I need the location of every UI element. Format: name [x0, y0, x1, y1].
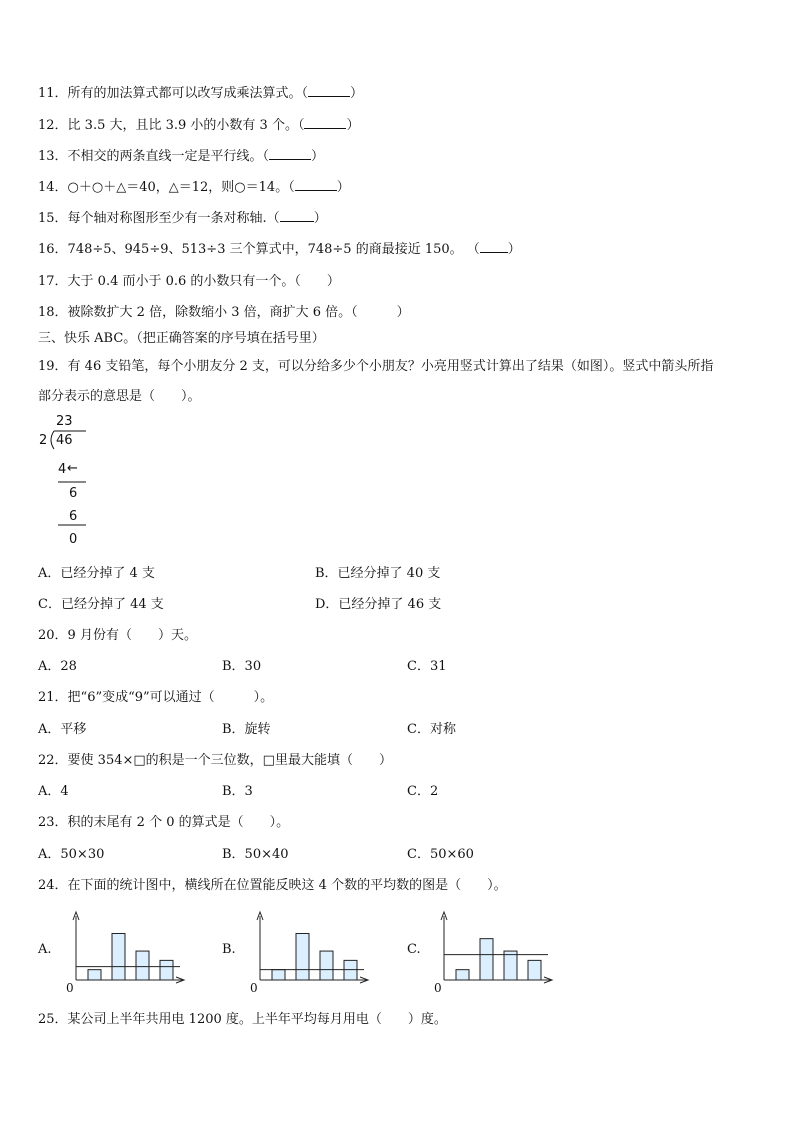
- question-17: 17．大于 0.4 而小于 0.6 的小数只有一个。（ ）: [38, 274, 340, 289]
- origin-label: 0: [250, 981, 258, 994]
- question-text: 14．○＋○＋△＝40，△＝12，则○＝14。（: [38, 180, 295, 195]
- bar-chart-a[interactable]: [64, 908, 194, 994]
- question-text-end: ）: [350, 86, 364, 101]
- question-23: 23．积的末尾有 2 个 0 的算式是（ ）。: [38, 815, 290, 830]
- chart-bar: [136, 951, 149, 980]
- q24-option-b[interactable]: B.: [222, 942, 236, 957]
- origin-label: 0: [66, 981, 74, 994]
- question-20: 20．9 月份有（ ）天。: [38, 628, 197, 643]
- chart-bar: [320, 951, 333, 980]
- origin-label: 0: [434, 981, 442, 994]
- question-14: [38, 176, 350, 195]
- long-division-figure: [36, 412, 106, 552]
- answer-blank[interactable]: [295, 178, 337, 191]
- answer-blank[interactable]: [269, 147, 311, 160]
- chart-bar: [480, 939, 493, 980]
- question-11: [38, 82, 363, 101]
- question-21: 21．把“6”变成“9”可以通过（ ）。: [38, 690, 274, 705]
- question-text-end: ）: [507, 242, 521, 257]
- q20-option-c[interactable]: C．31: [407, 659, 447, 674]
- answer-blank[interactable]: [308, 84, 350, 97]
- answer-blank[interactable]: [480, 240, 508, 253]
- q19-option-a[interactable]: A．已经分掉了 4 支: [38, 566, 155, 581]
- question-text-end: ）: [313, 211, 327, 226]
- answer-blank[interactable]: [304, 116, 346, 129]
- chart-bar: [504, 951, 517, 980]
- division-step1: 4: [58, 462, 67, 477]
- question-25: 25．某公司上半年共用电 1200 度。上半年平均每月用电（ ）度。: [38, 1012, 447, 1027]
- chart-bar: [88, 970, 101, 980]
- chart-bar: [112, 934, 125, 981]
- bar-chart-c[interactable]: [432, 908, 562, 994]
- q20-option-a[interactable]: A．28: [38, 659, 77, 674]
- q19-option-c[interactable]: C．已经分掉了 44 支: [38, 597, 164, 612]
- question-13: [38, 145, 324, 164]
- q19-option-d[interactable]: D．已经分掉了 46 支: [315, 597, 442, 612]
- chart-bar: [272, 970, 285, 980]
- arrow-left-icon: ←: [67, 461, 78, 476]
- q22-option-a[interactable]: A．4: [38, 784, 69, 799]
- division-lines: [36, 412, 106, 552]
- question-24: 24．在下面的统计图中，横线所在位置能反映这 4 个数的平均数的图是（ ）。: [38, 878, 507, 893]
- chart-bar: [296, 934, 309, 981]
- division-dividend: 46: [56, 433, 73, 448]
- q23-option-b[interactable]: B．50×40: [222, 847, 289, 862]
- division-quotient: 23: [56, 414, 73, 429]
- question-text: 12．比 3.5 大，且比 3.9 小的小数有 3 个。（: [38, 118, 305, 133]
- bar-chart-b[interactable]: [248, 908, 378, 994]
- chart-bar: [528, 960, 541, 980]
- q22-option-c[interactable]: C．2: [407, 784, 439, 799]
- q19-option-b[interactable]: B．已经分掉了 40 支: [315, 566, 441, 581]
- q20-option-b[interactable]: B．30: [222, 659, 262, 674]
- q24-option-a[interactable]: A.: [38, 942, 52, 957]
- question-text: 16．748÷5、945÷9、513÷3 三个算式中，748÷5 的商最接近 150。 （: [38, 242, 480, 257]
- q21-option-c[interactable]: C．对称: [407, 722, 456, 737]
- q21-option-b[interactable]: B．旋转: [222, 722, 271, 737]
- question-text: 11．所有的加法算式都可以改写成乘法算式。（: [38, 86, 309, 101]
- q24-option-c[interactable]: C.: [407, 942, 421, 957]
- division-step2: 6: [69, 509, 78, 524]
- chart-bar: [160, 960, 173, 980]
- q21-option-a[interactable]: A．平移: [38, 722, 87, 737]
- question-text-end: ）: [311, 149, 325, 164]
- question-12: [38, 114, 359, 133]
- question-16: [38, 238, 521, 257]
- question-19-line2: 部分表示的意思是（ ）。: [38, 389, 201, 404]
- question-15: [38, 207, 327, 226]
- division-remainder2: 0: [69, 532, 78, 547]
- question-text: 13．不相交的两条直线一定是平行线。（: [38, 149, 270, 164]
- section-3-heading: 三、快乐 ABC。（把正确答案的序号填在括号里）: [38, 331, 325, 346]
- answer-blank[interactable]: [280, 209, 314, 222]
- q23-option-a[interactable]: A．50×30: [38, 847, 105, 862]
- q22-option-b[interactable]: B．3: [222, 784, 253, 799]
- question-18: 18．被除数扩大 2 倍，除数缩小 3 倍，商扩大 6 倍。（ ）: [38, 305, 410, 320]
- chart-bar: [344, 960, 357, 980]
- question-19-line1: 19．有 46 支铅笔，每个小朋友分 2 支，可以分给多少个小朋友？小亮用竖式计算出了结果（如图）。竖式中箭头所指: [38, 359, 714, 374]
- question-text-end: ）: [346, 118, 360, 133]
- question-text: 15．每个轴对称图形至少有一条对称轴.（: [38, 211, 280, 226]
- question-22: 22．要使 354×□的积是一个三位数，□里最大能填（ ）: [38, 753, 392, 768]
- q23-option-c[interactable]: C．50×60: [407, 847, 474, 862]
- question-text-end: ）: [336, 180, 350, 195]
- division-divisor: 2: [39, 433, 48, 448]
- chart-bar: [456, 970, 469, 980]
- division-remainder1: 6: [69, 486, 78, 501]
